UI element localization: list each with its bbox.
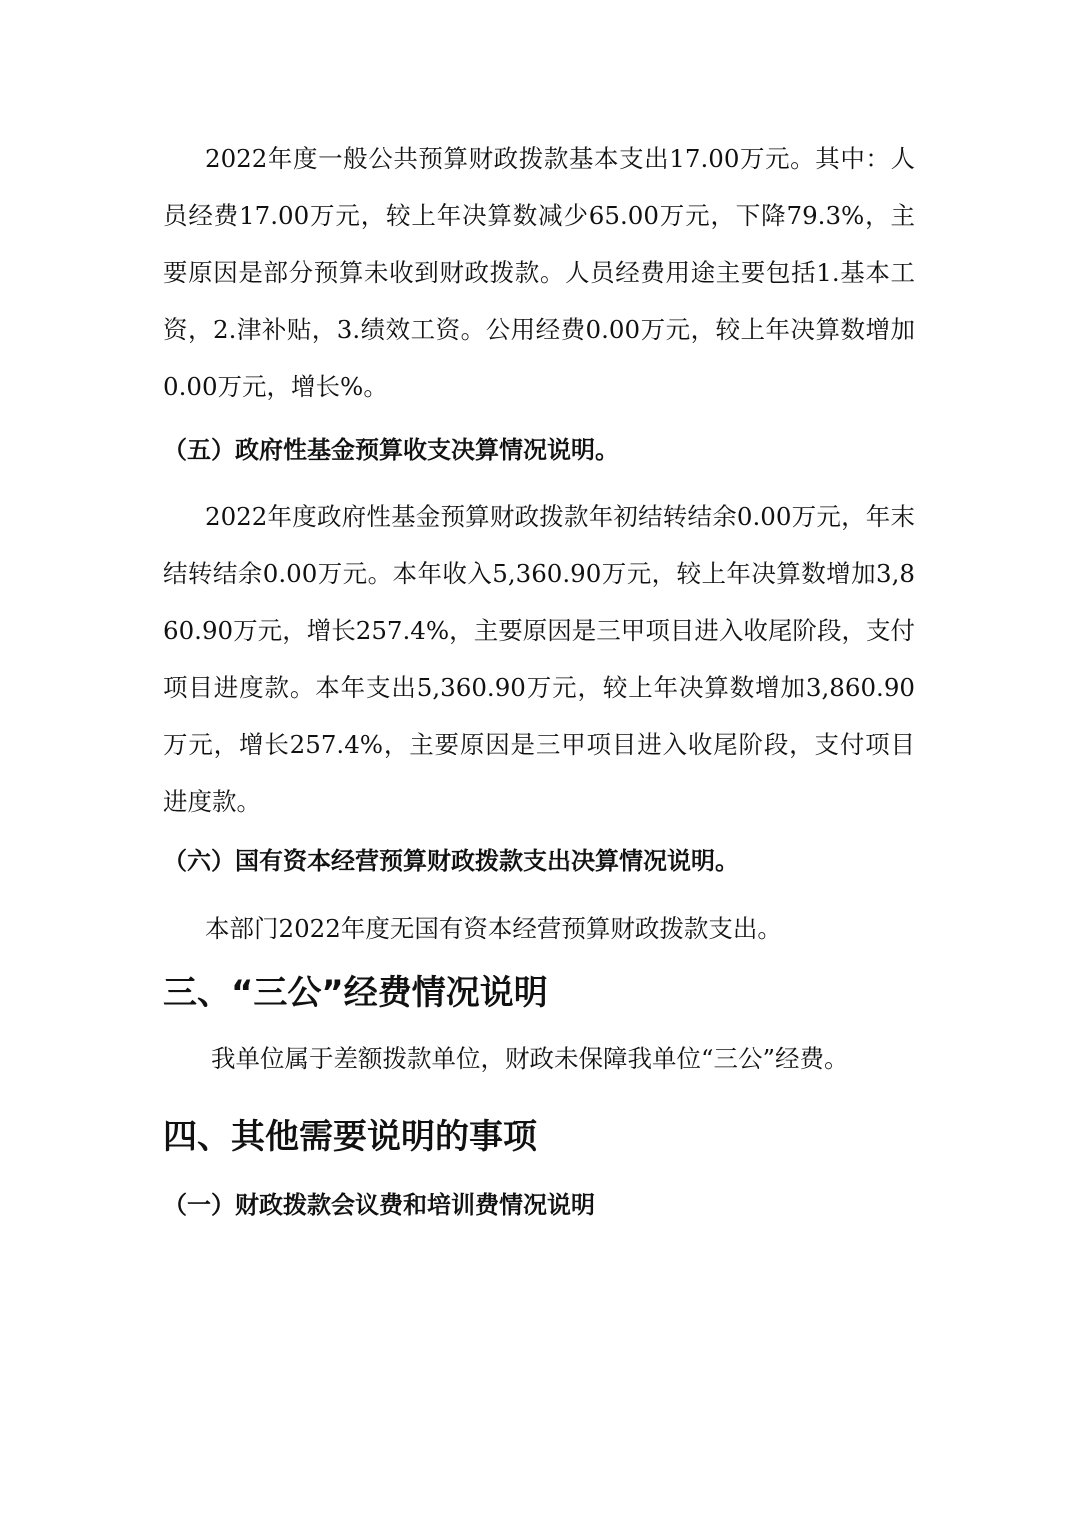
paragraph-three-public: 我单位属于差额拨款单位，财政未保障我单位“三公”经费。 bbox=[211, 1044, 849, 1073]
subheading-state-capital: （六）国有资本经营预算财政拨款支出决算情况说明。 bbox=[163, 847, 739, 875]
paragraph-state-capital: 本部门2022年度无国有资本经营预算财政拨款支出。 bbox=[205, 914, 782, 943]
subheading-meeting-training-fees: （一）财政拨款会议费和培训费情况说明 bbox=[163, 1191, 595, 1219]
subheading-government-fund: （五）政府性基金预算收支决算情况说明。 bbox=[163, 436, 619, 464]
paragraph-basic-expenditure: 2022年度一般公共预算财政拨款基本支出17.00万元。其中：人员经费17.00万元，较上年决算数减少65.00万元，下降79.3%，主要原因是部分预算未收到财政拨款。人员经费用途主要包括1.基本工资，2.津补贴，3.绩效工资。公用经费0.00万元，较上年决算数增加0.00万元，增长%。 bbox=[163, 144, 915, 401]
paragraph-government-fund: 2022年度政府性基金预算财政拨款年初结转结余0.00万元，年末结转结余0.00万元。本年收入5,360.90万元，较上年决算数增加3,860.90万元，增长257.4%，主要原因是三甲项目进入收尾阶段，支付项目进度款。本年支出5,360.90万元，较上年决算数增加3,860.90万元，增长257.4%，主要原因是三甲项目进入收尾阶段，支付项目进度款。 bbox=[163, 502, 915, 816]
section-title-other-matters: 四、其他需要说明的事项 bbox=[163, 1117, 537, 1157]
section-title-three-public: 三、“三公”经费情况说明 bbox=[163, 973, 548, 1013]
